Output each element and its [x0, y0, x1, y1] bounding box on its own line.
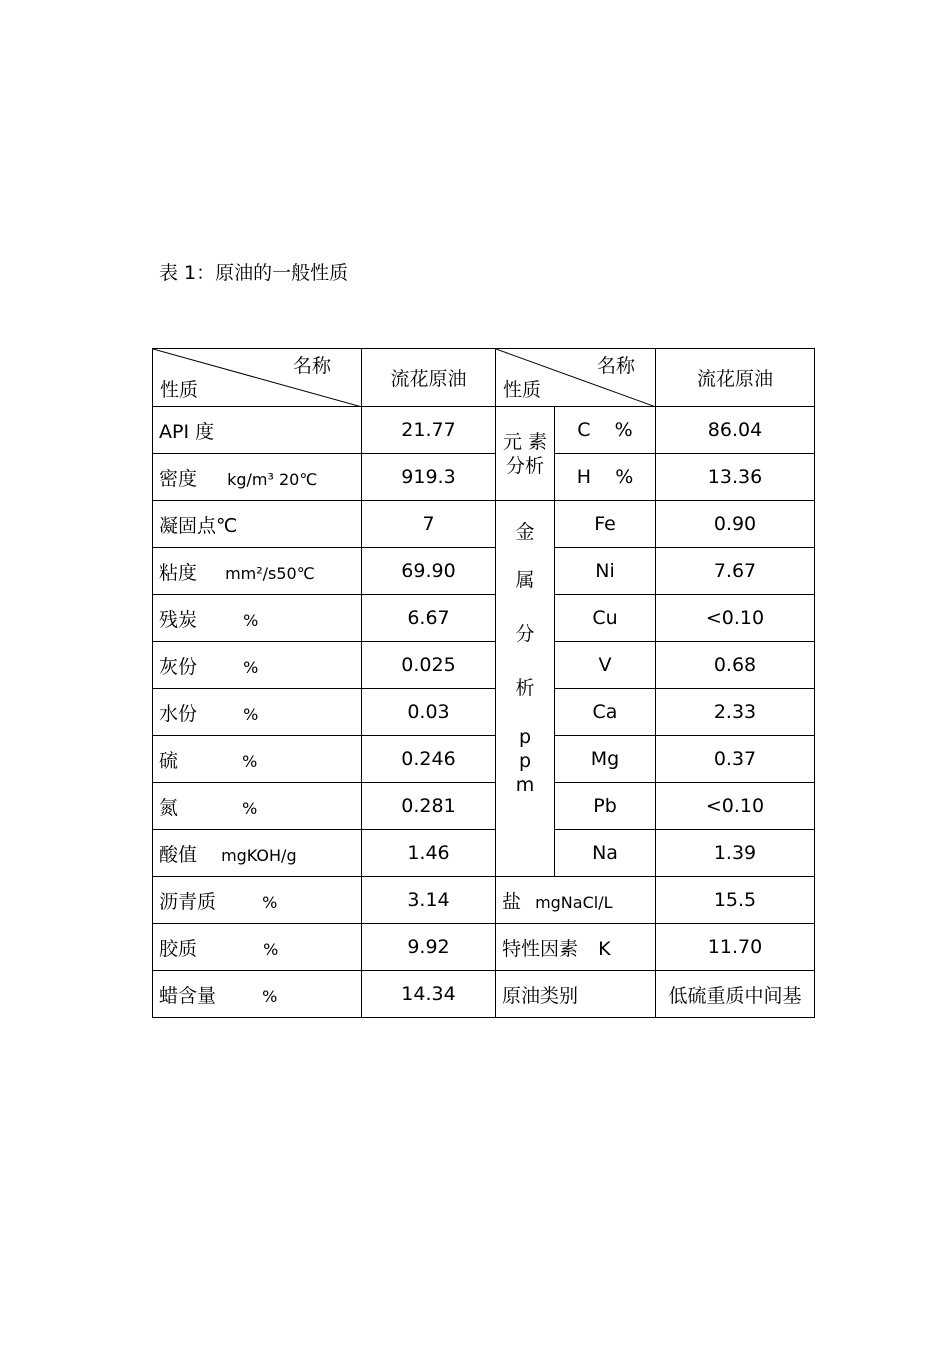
metal-group-unit-letter: m — [515, 774, 535, 796]
property-name: 氮 — [159, 796, 179, 819]
metal-value: 0.68 — [656, 642, 815, 689]
property-name: 盐 — [502, 890, 522, 913]
table-row — [153, 548, 815, 595]
property-name-cell — [153, 689, 362, 736]
property-name-cell — [153, 642, 362, 689]
metal-value: 0.90 — [656, 501, 815, 548]
corner-top-label: 名称 — [596, 355, 635, 377]
table-row — [153, 783, 815, 830]
property-unit: % — [243, 610, 259, 630]
property-unit: % — [263, 939, 279, 959]
metal-group-char: 属 — [515, 569, 535, 591]
property-value: 6.67 — [362, 595, 496, 642]
table-row — [153, 736, 815, 783]
property-value: 15.5 — [656, 877, 815, 924]
metal-value: <0.10 — [656, 783, 815, 830]
property-name-cell — [153, 595, 362, 642]
metal-value: 1.39 — [656, 830, 815, 877]
element-item: H % — [555, 454, 656, 501]
metal-value: 0.37 — [656, 736, 815, 783]
metal-item: Ni — [555, 548, 656, 595]
metal-group-char: 金 — [515, 521, 535, 543]
metal-item: Ca — [555, 689, 656, 736]
metal-analysis-group — [496, 501, 555, 877]
table-row — [153, 407, 815, 454]
header-row — [153, 349, 815, 407]
property-name-cell — [153, 924, 362, 971]
property-value: 21.77 — [362, 407, 496, 454]
property-value: 14.34 — [362, 971, 496, 1018]
metal-item: Cu — [555, 595, 656, 642]
property-unit: % — [243, 704, 259, 724]
table-row — [153, 642, 815, 689]
property-name: 残炭 — [159, 608, 198, 631]
property-name: 灰份 — [159, 655, 198, 678]
element-analysis-group — [496, 407, 555, 501]
property-unit: % — [262, 892, 278, 912]
property-unit: mgNaCl/L — [535, 892, 613, 912]
property-unit: % — [262, 986, 278, 1006]
property-name: 密度 — [159, 467, 198, 490]
metal-value: <0.10 — [656, 595, 815, 642]
element-item: C % — [555, 407, 656, 454]
property-value: 11.70 — [656, 924, 815, 971]
table-row — [153, 501, 815, 548]
property-value: 9.92 — [362, 924, 496, 971]
property-name-cell — [153, 783, 362, 830]
metal-group-char: 分 — [515, 623, 535, 645]
left-value-header: 流花原油 — [362, 349, 496, 407]
metal-item: Fe — [555, 501, 656, 548]
property-unit: mm²/s50℃ — [225, 563, 315, 583]
property-name: 蜡含量 — [159, 984, 217, 1007]
property-unit: % — [242, 798, 258, 818]
metal-item: Mg — [555, 736, 656, 783]
crude-oil-properties-table — [152, 348, 815, 1018]
property-value: 919.3 — [362, 454, 496, 501]
property-name: 胶质 — [159, 937, 198, 960]
table-row — [153, 595, 815, 642]
property-unit: % — [242, 751, 258, 771]
property-value: 低硫重质中间基 — [656, 971, 815, 1018]
property-value: 7 — [362, 501, 496, 548]
property-name: 凝固点℃ — [153, 501, 362, 548]
right-property-cell — [496, 924, 656, 971]
table-row — [153, 830, 815, 877]
right-property-cell — [496, 877, 656, 924]
property-name: API 度 — [153, 407, 362, 454]
corner-bottom-label: 性质 — [503, 379, 542, 401]
metal-value: 2.33 — [656, 689, 815, 736]
property-name: 水份 — [159, 702, 198, 725]
metal-group-char: 析 — [515, 677, 535, 699]
property-name-cell — [153, 830, 362, 877]
metal-item: Pb — [555, 783, 656, 830]
property-value: 1.46 — [362, 830, 496, 877]
metal-item: V — [555, 642, 656, 689]
left-corner-header — [153, 349, 362, 407]
property-value: 3.14 — [362, 877, 496, 924]
metal-group-unit-letter: p — [518, 750, 532, 772]
property-value: 0.246 — [362, 736, 496, 783]
property-name-cell — [153, 548, 362, 595]
property-unit: K — [598, 937, 611, 960]
element-value: 86.04 — [656, 407, 815, 454]
metal-group-unit-letter: p — [518, 726, 532, 748]
table-row — [153, 689, 815, 736]
property-value: 0.03 — [362, 689, 496, 736]
property-name: 特性因素 — [502, 937, 579, 960]
property-unit: % — [243, 657, 259, 677]
property-name-cell — [153, 454, 362, 501]
property-value: 0.025 — [362, 642, 496, 689]
property-unit: kg/m³ 20℃ — [227, 469, 318, 489]
table-row — [153, 877, 815, 924]
table-row — [153, 454, 815, 501]
right-property-name: 原油类别 — [496, 971, 656, 1018]
corner-top-label: 名称 — [292, 355, 331, 377]
element-group-line1: 元 素 — [502, 430, 548, 453]
property-name-cell — [153, 877, 362, 924]
property-name-cell — [153, 971, 362, 1018]
property-value: 0.281 — [362, 783, 496, 830]
element-value: 13.36 — [656, 454, 815, 501]
right-corner-header — [496, 349, 656, 407]
corner-bottom-label: 性质 — [160, 379, 199, 401]
table-caption: 表 1：原油的一般性质 — [159, 262, 349, 284]
property-name: 沥青质 — [159, 890, 217, 913]
table-row — [153, 924, 815, 971]
metal-item: Na — [555, 830, 656, 877]
property-name: 硫 — [159, 749, 179, 772]
right-value-header: 流花原油 — [656, 349, 815, 407]
property-name: 粘度 — [159, 561, 198, 584]
property-name-cell — [153, 736, 362, 783]
table-row — [153, 971, 815, 1018]
property-unit: mgKOH/g — [221, 845, 297, 865]
element-group-line2: 分析 — [505, 454, 544, 477]
property-value: 69.90 — [362, 548, 496, 595]
metal-value: 7.67 — [656, 548, 815, 595]
property-name: 酸值 — [159, 843, 198, 866]
